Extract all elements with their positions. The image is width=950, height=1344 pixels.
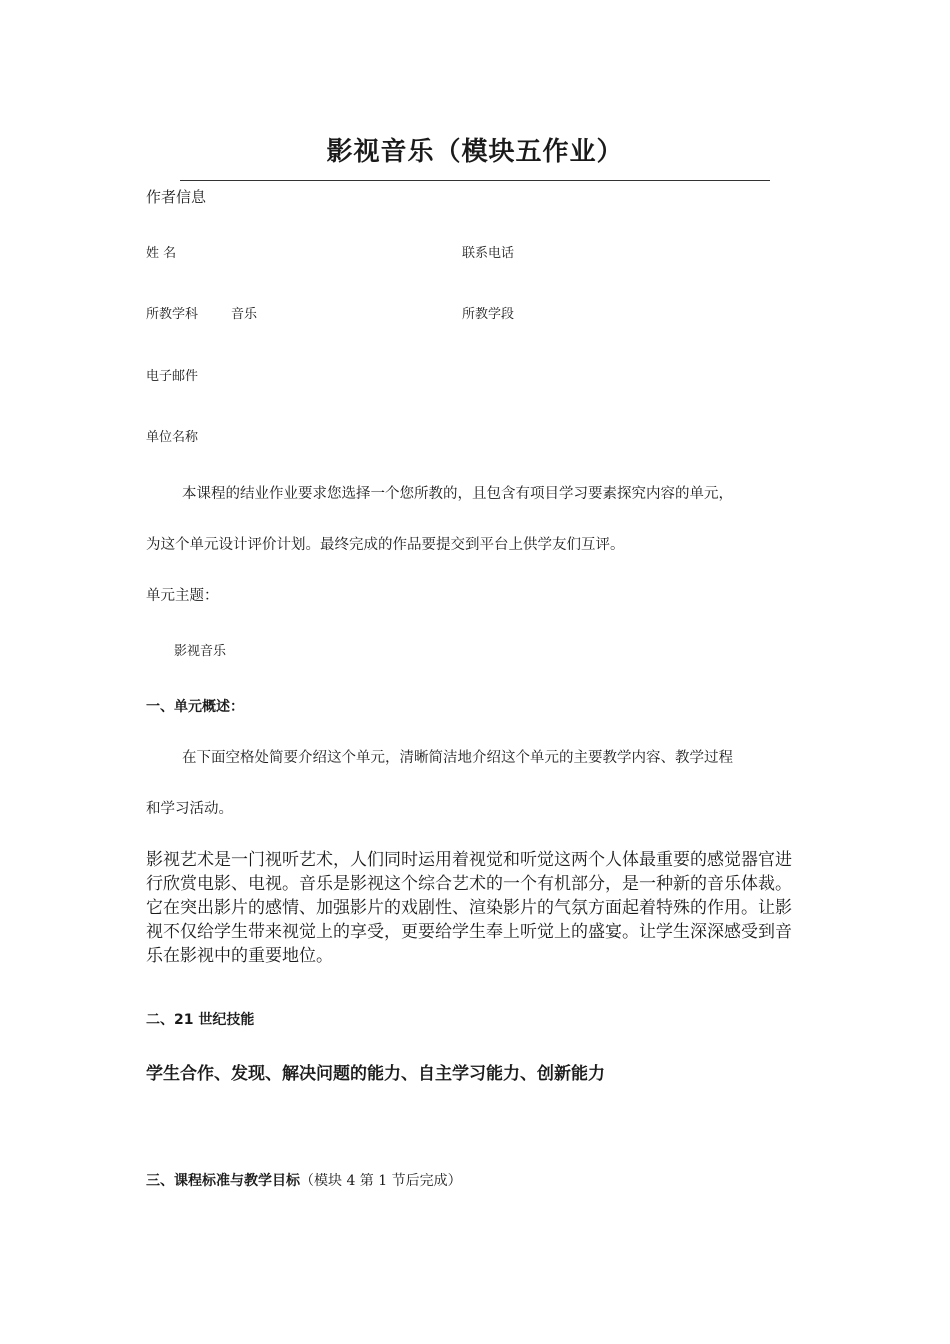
email-label: 电子邮件 (146, 369, 199, 384)
section3-heading: 三、课程标准与教学目标 (146, 1173, 300, 1189)
subject-value: 音乐 (231, 307, 258, 322)
subject-label: 所教学科 (146, 307, 199, 322)
document-title: 影视音乐（模块五作业） (326, 137, 624, 167)
section1-heading: 一、单元概述： (146, 699, 244, 715)
section3-heading-line (146, 1170, 462, 1190)
title-underline (180, 180, 770, 181)
author-info-heading: 作者信息 (146, 188, 207, 206)
unit-topic-label: 单元主题： (146, 588, 219, 604)
phone-label: 联系电话 (462, 246, 515, 261)
section3-note: （模块 4 第 1 节后完成） (300, 1173, 462, 1189)
intro-line-2: 为这个单元设计评价计划。最终完成的作品要提交到平台上供学友们互评。 (146, 537, 625, 553)
section1-instruction-line-1: 在下面空格处简要介绍这个单元，清晰简洁地介绍这个单元的主要教学内容、教学过程 (182, 750, 733, 766)
grade-label: 所教学段 (462, 307, 515, 322)
name-label: 姓 名 (146, 246, 177, 261)
section1-instruction-line-2: 和学习活动。 (146, 801, 233, 817)
intro-line-1: 本课程的结业作业要求您选择一个您所教的，且包含有项目学习要素探究内容的单元， (182, 486, 733, 502)
unit-overview-text: 影视艺术是一门视听艺术，人们同时运用着视觉和听觉这两个人体最重要的感觉器官进行欣赏电影、电视。音乐是影视这个综合艺术的一个有机部分，是一种新的音乐体裁。它在突出影片的感情、加强影片的戏剧性、渲染影片的气氛方面起着特殊的作用。让影视不仅给学生带来视觉上的享受，更要给学生奉上听觉上的盛宴。让学生深深感受到音乐在影视中的重要地位。 (146, 850, 792, 966)
unit-topic-value: 影视音乐 (174, 644, 227, 659)
section2-heading: 二、21 世纪技能 (146, 1012, 255, 1028)
unit-name-label: 单位名称 (146, 430, 199, 445)
section2-skills-text: 学生合作、发现、解决问题的能力、自主学习能力、创新能力 (146, 1064, 605, 1084)
